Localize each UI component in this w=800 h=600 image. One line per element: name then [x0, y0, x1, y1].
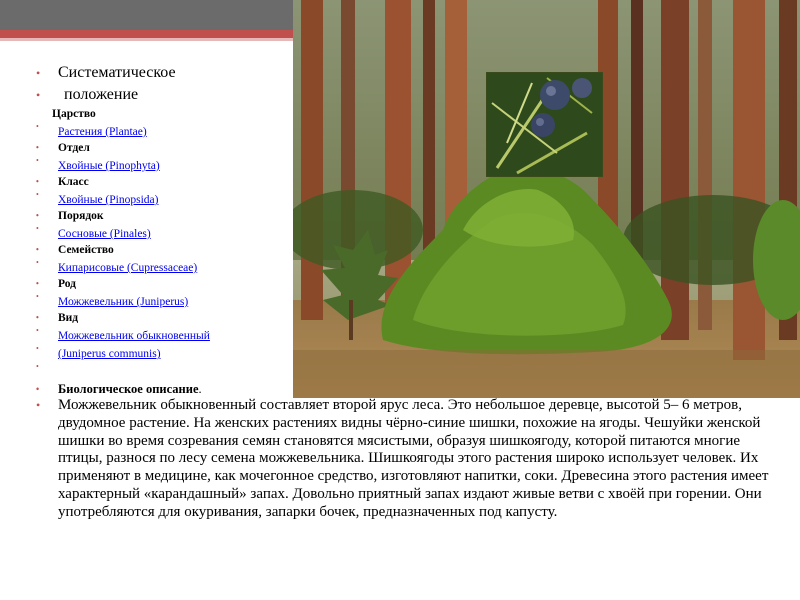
family-link[interactable]: Кипарисовые (Cupressaceae)	[58, 262, 198, 274]
bio-heading: Биологическое описание	[58, 382, 199, 396]
bullet-icon: •	[36, 384, 40, 394]
genus-label: • Род	[36, 278, 76, 290]
genus-item	[0, 292, 300, 310]
bullet-icon: •	[36, 313, 39, 322]
class-link[interactable]: Хвойные (Pinopsida)	[58, 194, 159, 206]
bullet-icon: •	[36, 156, 39, 165]
bullet-icon: •	[36, 292, 39, 301]
species-link-line2[interactable]: (Juniperus communis)	[58, 348, 161, 360]
order-item	[0, 224, 300, 242]
bio-heading-period: .	[198, 382, 202, 396]
bullet-icon: •	[36, 190, 39, 199]
bullet-icon: •	[36, 224, 39, 233]
taxonomy-heading	[0, 62, 300, 84]
bullet-icon: •	[36, 279, 39, 288]
division-item	[0, 156, 300, 174]
family-item	[0, 258, 300, 276]
bullet-icon: •	[36, 66, 41, 80]
kingdom-label: Царство	[52, 108, 96, 120]
top-band-accent	[0, 30, 300, 38]
division-label: • Отдел	[36, 142, 90, 154]
bullet-icon: •	[36, 211, 39, 220]
description-block	[36, 397, 776, 522]
heading-line1: Систематическое	[58, 64, 176, 81]
bullet-icon: •	[36, 258, 39, 267]
bullet-icon: •	[36, 344, 39, 353]
species-item	[0, 326, 300, 344]
juniper-forest-photo	[293, 0, 800, 398]
division-link[interactable]: Хвойные (Pinophyta)	[58, 160, 160, 172]
description-text: Можжевельник обыкновенный составляет второй ярус леса. Это небольшое деревце, высотой 5– 6 метров, двудомное растение. На женских растениях видны чёрно-синие шишки, похожие на ягоды. Чешуйки женской шишки во время созревания семян становятся мясистыми, образуя шишкоягоду, которой питаются многие птицы, разнося по лесу семена можжевельника. Шишкоягоды этого растения широко использует человек. Их применяют в медицине, как мочегонное средство, изготовляют напитки, соки. Древесина этого растения имеет характерный «карандашный» запах. Довольно приятный запах издают живые ветви с хвоёй при горении. Они употребляются для окуривания, запарки бочек, предназначенных под капусту.	[58, 397, 769, 520]
empty-item	[0, 362, 300, 378]
heading-line2: положение	[64, 86, 139, 103]
taxonomy-list	[0, 62, 300, 398]
taxonomy-heading-2	[0, 84, 300, 106]
bullet-icon: •	[36, 177, 39, 186]
class-label: • Класс	[36, 176, 89, 188]
bullet-icon: •	[36, 122, 39, 131]
species-label: • Вид	[36, 312, 79, 324]
class-item	[0, 190, 300, 208]
species-link-line1[interactable]: Можжевельник обыкновенный	[58, 330, 210, 342]
genus-link[interactable]: Можжевельник (Juniperus)	[58, 296, 189, 308]
bullet-icon: •	[36, 398, 41, 412]
bullet-icon: •	[36, 245, 39, 254]
bullet-icon: •	[36, 362, 39, 371]
juniper-berries-photo	[486, 72, 603, 177]
species-item-2	[0, 344, 300, 362]
kingdom-item	[0, 122, 300, 140]
bullet-icon: •	[36, 326, 39, 335]
top-band-dark	[0, 0, 300, 30]
order-link[interactable]: Сосновые (Pinales)	[58, 228, 151, 240]
order-label: • Порядок	[36, 210, 104, 222]
family-label: • Семейство	[36, 244, 114, 256]
bullet-icon: •	[36, 88, 41, 102]
bullet-icon: •	[36, 143, 39, 152]
top-band-pale	[0, 38, 300, 41]
kingdom-link[interactable]: Растения (Plantae)	[58, 126, 147, 138]
bio-heading-item	[0, 380, 300, 398]
